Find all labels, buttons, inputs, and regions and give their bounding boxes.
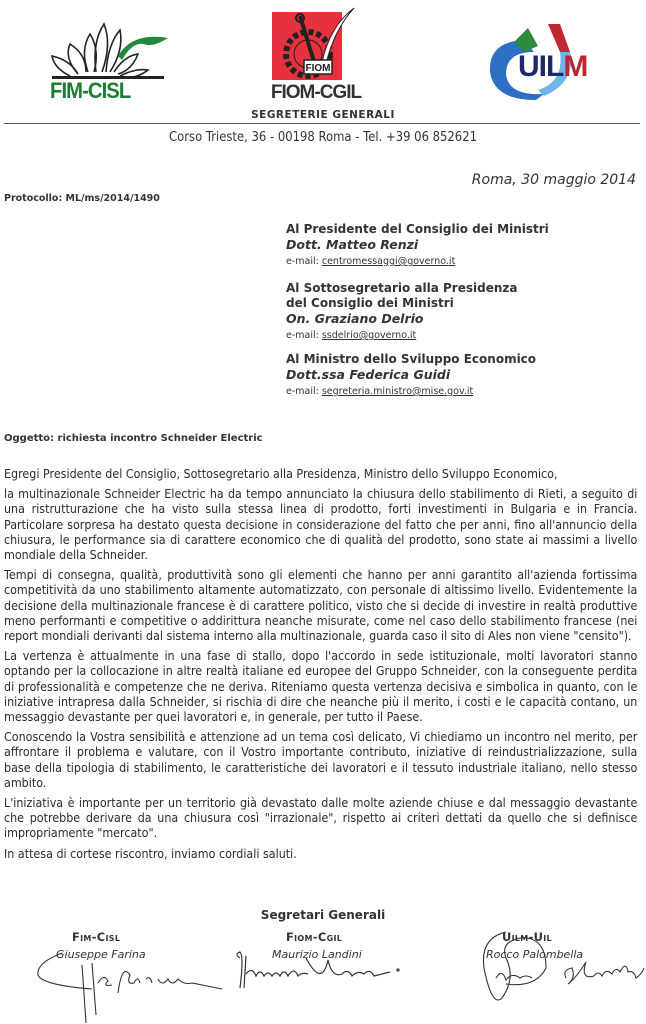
fiom-cgil-wordmark: FIOM-CGIL — [270, 82, 362, 103]
handwritten-signature-landini — [232, 948, 402, 994]
recipient-email: e-mail: ssdelrio@governo.it — [286, 330, 417, 341]
recipient-block — [286, 222, 636, 267]
signer-name: Maurizio Landini — [272, 948, 362, 961]
recipient-title: Al Ministro dello Sviluppo Economico — [286, 352, 537, 366]
recipient-name: Dott.ssa Federica Guidi — [286, 367, 451, 382]
recipient-name: On. Graziano Delrio — [286, 311, 424, 326]
letter-body — [4, 467, 637, 867]
daisy-icon — [48, 20, 173, 80]
email-link[interactable]: segreteria.ministro@mise.gov.it — [321, 386, 474, 397]
body-paragraph: Conoscendo la Vostra sensibilità e attenzione ad un tema così delicato, Vi chiediamo un incontro nel merito, per affrontare il problema e valutare, con il Vostro importante contributo, iniziative di reindustrializzazione, sulla base della tipologia di stabilimento, le caratteristiche dei lavoratori e il tessuto industriale italiano, nello stesso ambito. — [4, 730, 638, 791]
uilm-wordmark: UILM — [518, 50, 588, 83]
body-paragraph: L'iniziativa è importante per un territorio già devastato dalle molte aziende chiuse e dal messaggio devastante che potrebbe derivare da una chiusura così "irrazionale", rispetto ai criteri dettati da quello che si definisce impropriamente "mercato". — [4, 796, 638, 842]
uilm-logo — [484, 22, 612, 100]
header-divider — [4, 123, 640, 124]
signer-union: Fiom-Cgil — [286, 930, 343, 944]
fiom-badge-text: FIOM — [305, 63, 331, 74]
body-paragraph: la multinazionale Schneider Electric ha da tempo annunciato la chiusura dello stabilimento di Rieti, a seguito di una ristrutturazione che ha visto sulla stessa linea di prodotto, forti investimenti in Bulgaria e in Francia. Particolare sorpresa ha destato questa decisione in considerazione del fatto che per anni, fino all'annuncio della chiusura, le performance sia di carattere economico che di qualità del prodotto, sono state ai massimi a livello mondiale della Schneider. — [4, 487, 638, 564]
signer-union: Uilm-Uil — [502, 930, 552, 944]
gear-hammer-quill-icon — [270, 6, 362, 82]
protocol-number: Protocollo: ML/ms/2014/1490 — [4, 193, 160, 204]
signer-name: Giuseppe Farina — [56, 948, 146, 961]
signer-union: Fim-Cisl — [72, 930, 121, 944]
body-paragraph: Tempi di consegna, qualità, produttività sono gli elementi che hanno per anni garantito all'azienda fortissima competitività da uno stabilimento altamente automatizzato, con personale di altissimo livello. Evidentemente la decisione della multinazionale francese è di carattere politico, visto che si decide di investire in realtà produttive meno performanti e competitive o addirittura neanche misurate, come nel caso dello stabilimento francese (nei report mondiali derivanti dal sistema interno alla multinazionale, guarda caso il sito di Ales non viene "censito"). — [4, 568, 638, 645]
closing-line: In attesa di cortese riscontro, inviamo cordiali saluti. — [4, 846, 297, 862]
address-line: Corso Trieste, 36 - 00198 Roma - Tel. +39 06 852621 — [169, 129, 477, 145]
fim-cisl-logo — [48, 20, 173, 102]
salutation: Egregi Presidente del Consiglio, Sottosegretario alla Presidenza, Ministro dello Sviluppo Economico, — [4, 467, 558, 482]
recipient-title: del Consiglio dei Ministri — [286, 296, 454, 310]
recipient-email: e-mail: centromessaggi@governo.it — [286, 256, 456, 267]
subject-line: Oggetto: richiesta incontro Schneider Electric — [4, 433, 263, 444]
recipient-name: Dott. Matteo Renzi — [286, 237, 419, 252]
body-paragraph: La vertenza è attualmente in una fase di stallo, dopo l'accordo in sede istituzionale, molti lavoratori stanno optando per la collocazione in altre realtà italiane ed europee del Gruppo Schneider, con la conseguente perdita di professionalità e competenze che ne deriva. Riteniamo questa vertenza decisiva e simbolica in quanto, con le iniziative intrapresa dalla Schneider, si rischia di dire che neanche più il merito, i costi e le capacità contano, un messaggio devastante per quei lavoratori e, in generale, per tutto il Paese. — [4, 649, 638, 726]
email-link[interactable]: ssdelrio@governo.it — [321, 330, 417, 341]
signatures-heading: Segretari Generali — [260, 908, 386, 922]
recipient-title: Al Presidente del Consiglio dei Ministri — [286, 222, 549, 236]
email-link[interactable]: centromessaggi@governo.it — [321, 256, 456, 267]
segreterie-heading: SEGRETERIE GENERALI — [251, 109, 395, 121]
letter-date: Roma, 30 maggio 2014 — [471, 172, 636, 188]
recipient-title: Al Sottosegretario alla Presidenza — [286, 281, 518, 295]
handwritten-signature-palombella — [476, 928, 646, 1024]
fim-cisl-wordmark: FIM-CISL — [50, 78, 131, 103]
recipient-email: e-mail: segreteria.ministro@mise.gov.it — [286, 386, 474, 397]
recipient-block — [286, 281, 636, 341]
signer-name: Rocco Palombella — [486, 948, 584, 961]
handwritten-signature-farina — [22, 945, 222, 1024]
fiom-cgil-logo — [270, 6, 360, 102]
recipient-block — [286, 352, 636, 397]
